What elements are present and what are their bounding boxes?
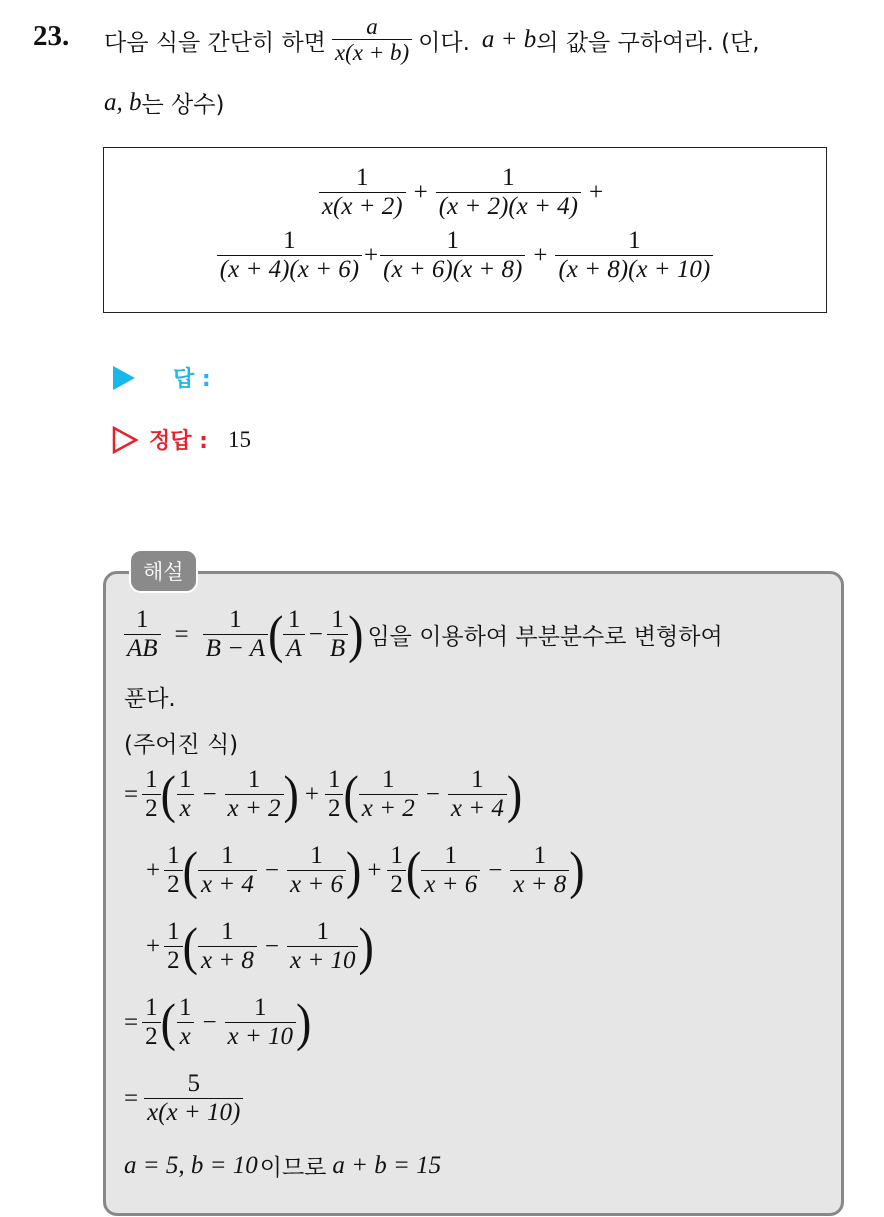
f [421, 842, 480, 899]
solution-step-2 [146, 842, 585, 899]
d: 2 [164, 870, 183, 900]
minus: − [425, 780, 440, 808]
equals: = [124, 1008, 139, 1036]
d: B [327, 634, 348, 664]
identity-lhs [124, 606, 161, 663]
plus: + [146, 856, 161, 884]
half [387, 842, 406, 899]
d: x + 6 [421, 870, 480, 900]
d: 2 [142, 1022, 161, 1052]
target-fraction [332, 14, 412, 67]
lparen: ( [182, 840, 198, 900]
n: 1 [229, 606, 242, 633]
n: 1 [390, 842, 403, 869]
half [142, 994, 161, 1051]
correct-answer-label: 정답 : [149, 429, 208, 454]
n: 1 [254, 994, 267, 1021]
identity-b [327, 606, 348, 663]
f [225, 766, 284, 823]
question-ask-math: a + b [481, 26, 537, 53]
n: 1 [327, 766, 341, 793]
term-1-num: 1 [356, 164, 369, 191]
d: 2 [325, 794, 344, 824]
term-3-num: 1 [283, 227, 296, 254]
d: x + 4 [198, 870, 257, 900]
n: 1 [136, 606, 149, 633]
n: 1 [247, 766, 261, 793]
term-1 [319, 164, 406, 221]
n: 5 [187, 1070, 200, 1097]
identity-coef [203, 606, 268, 663]
d: x [177, 794, 194, 824]
n: 1 [145, 766, 158, 793]
play-arrow-icon [111, 364, 137, 392]
f [448, 766, 507, 823]
solution-intro-text-2: 푼다. [124, 686, 176, 712]
lparen: ( [160, 764, 176, 824]
solution-given: (주어진 식) [124, 732, 239, 758]
equals: = [124, 1084, 139, 1112]
question-line-1 [104, 8, 760, 72]
term-1-den: x(x + 2) [319, 192, 406, 222]
question-constants: a, b [104, 88, 142, 116]
solution-step-3 [146, 918, 374, 975]
f [225, 994, 296, 1051]
outline-arrow-icon [111, 425, 139, 455]
n: 1 [178, 994, 192, 1021]
n: 1 [310, 842, 323, 869]
n: 1 [178, 766, 192, 793]
term-2 [436, 164, 581, 221]
term-2-num: 1 [502, 164, 515, 191]
lparen: ( [405, 840, 422, 900]
term-5-den: (x + 8)(x + 10) [555, 255, 713, 285]
half [164, 918, 183, 975]
rparen: ) [283, 764, 299, 824]
final-text: 이므로 [259, 1155, 327, 1181]
d: x + 2 [359, 794, 418, 824]
solution-tag: 해설 [129, 549, 198, 593]
n: 1 [471, 766, 484, 793]
d: B − A [203, 634, 268, 664]
result-fraction [144, 1070, 243, 1127]
d: 2 [387, 870, 406, 900]
question-number: 23. [33, 20, 70, 52]
term-5 [555, 227, 713, 284]
correct-answer-row [111, 424, 251, 455]
minus: − [308, 620, 323, 648]
minus: − [264, 932, 280, 960]
correct-answer-value: 15 [227, 426, 251, 452]
rparen: ) [506, 764, 523, 824]
f [176, 766, 195, 823]
n: 1 [221, 842, 234, 869]
f [198, 918, 257, 975]
rparen: ) [345, 840, 362, 900]
term-4 [380, 227, 525, 284]
plus: + [304, 780, 319, 808]
d: 2 [142, 794, 161, 824]
d: x + 4 [448, 794, 507, 824]
n: 1 [167, 842, 180, 869]
term-4-den: (x + 6)(x + 8) [380, 255, 525, 285]
n: 1 [287, 606, 301, 633]
d: x + 2 [225, 794, 284, 824]
plus-sign: + [588, 178, 604, 206]
n: 1 [167, 918, 180, 945]
final-result: a + b = 15 [332, 1151, 442, 1179]
plus-sign: + [533, 241, 548, 269]
d: x + 10 [287, 946, 358, 976]
solution-step-5 [124, 1070, 243, 1127]
plus-sign: + [364, 241, 379, 269]
d: x + 10 [225, 1022, 296, 1052]
d: x + 8 [198, 946, 257, 976]
identity-a [283, 606, 304, 663]
rparen: ) [348, 604, 364, 664]
n: 1 [533, 842, 547, 869]
expression-box [103, 147, 827, 313]
d: AB [124, 634, 161, 664]
half [164, 842, 183, 899]
question-constants-text: 는 상수) [141, 92, 225, 118]
d: x [177, 1022, 194, 1052]
n: 1 [382, 766, 395, 793]
equals: = [124, 780, 139, 808]
n: 1 [331, 606, 344, 633]
f [359, 766, 418, 823]
lparen: ( [268, 604, 284, 664]
n: 1 [221, 918, 234, 945]
term-2-den: (x + 2)(x + 4) [436, 192, 581, 222]
minus: − [488, 856, 503, 884]
solution-intro-text: 임을 이용하여 부분분수로 변형하여 [367, 624, 723, 651]
term-4-num: 1 [446, 227, 459, 254]
plus: + [367, 856, 382, 884]
d: x + 6 [287, 870, 346, 900]
minus: − [202, 1008, 217, 1036]
plus-sign: + [413, 178, 428, 206]
equals: = [174, 620, 189, 648]
term-3-den: (x + 4)(x + 6) [217, 255, 362, 285]
n: 1 [145, 994, 158, 1021]
solution-identity [124, 606, 723, 663]
minus: − [264, 856, 280, 884]
rparen: ) [296, 992, 312, 1052]
question-line-2 [104, 86, 224, 119]
target-numerator: a [366, 13, 378, 39]
f [510, 842, 569, 899]
solution-step-1 [124, 766, 522, 823]
expression-row-2 [104, 227, 826, 284]
final-values: a = 5, b = 10 [124, 1151, 258, 1179]
rparen: ) [358, 916, 374, 976]
expression-row-1 [104, 164, 826, 221]
d: x + 8 [510, 870, 569, 900]
f [198, 842, 257, 899]
answer-row [111, 362, 211, 393]
term-5-num: 1 [628, 227, 641, 254]
question-ask-text: 의 값을 구하여라. (단, [536, 29, 760, 56]
d: x(x + 10) [144, 1098, 243, 1128]
solution-final [124, 1149, 441, 1182]
answer-label: 답 : [173, 367, 211, 392]
question-text-before: 다음 식을 간단히 하면 [104, 29, 326, 56]
term-3 [217, 227, 362, 284]
f [176, 994, 195, 1051]
lparen: ( [160, 992, 176, 1052]
rparen: ) [569, 840, 585, 900]
n: 1 [316, 918, 329, 945]
d: 2 [164, 946, 183, 976]
target-denominator: x(x + b) [332, 39, 412, 66]
question-text-after: 이다. [418, 29, 470, 56]
n: 1 [444, 842, 457, 869]
minus: − [202, 780, 217, 808]
solution-step-4 [124, 994, 311, 1051]
plus: + [146, 932, 161, 960]
d: A [283, 634, 304, 664]
lparen: ( [182, 916, 198, 976]
lparen: ( [343, 764, 359, 824]
half [142, 766, 161, 823]
f [287, 842, 346, 899]
half [325, 766, 344, 823]
f [287, 918, 358, 975]
